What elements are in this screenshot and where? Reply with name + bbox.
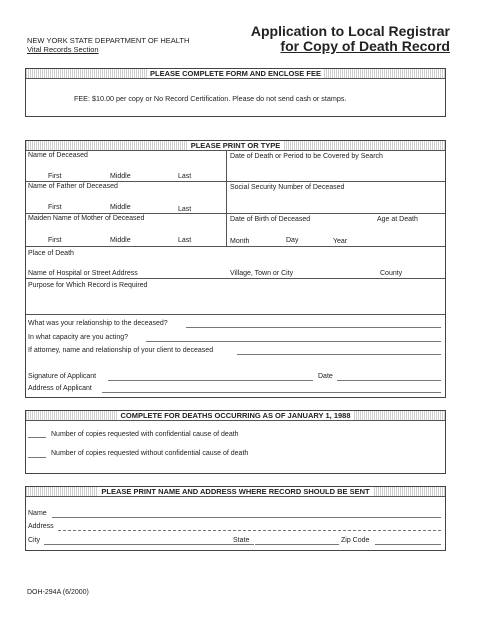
last-label: Last	[178, 206, 192, 213]
age-at-death-input[interactable]	[376, 225, 442, 245]
fee-heading-band	[26, 69, 445, 79]
place-of-death-input[interactable]	[28, 258, 442, 268]
date-of-death-label: Date of Death or Period to be Covered by Search	[230, 153, 383, 160]
place-of-death-label: Place of Death	[28, 250, 74, 257]
mail-city-label: City	[28, 537, 41, 544]
copies-without-cause-label: Number of copies requested without confidential cause of death	[51, 450, 249, 457]
maiden-name-mother-input[interactable]	[28, 224, 224, 235]
deaths-heading-band	[26, 411, 445, 421]
year-label: Year	[333, 238, 348, 245]
signature-label: Signature of Applicant	[28, 373, 97, 380]
form-number: DOH-294A (6/2000)	[27, 589, 89, 596]
attorney-input[interactable]	[237, 354, 441, 355]
print-heading-band	[26, 141, 445, 151]
mail-state-input[interactable]	[255, 544, 339, 545]
middle-label: Middle	[110, 173, 131, 180]
section-name: Vital Records Section	[27, 45, 99, 54]
deaths-heading: COMPLETE FOR DEATHS OCCURRING AS OF JANUARY 1, 1988	[117, 411, 353, 420]
title-line-1: Application to Local Registrar	[250, 23, 450, 39]
relationship-input[interactable]	[186, 327, 441, 328]
ssn-label: Social Security Number of Deceased	[230, 184, 345, 191]
mail-zip-label: Zip Code	[341, 537, 370, 544]
capacity-label: In what capacity are you acting?	[28, 334, 129, 341]
month-label: Month	[230, 238, 250, 245]
mail-name-label: Name	[28, 510, 47, 517]
print-section	[25, 140, 446, 398]
village-label: Village, Town or City	[230, 270, 294, 277]
mail-heading: PLEASE PRINT NAME AND ADDRESS WHERE RECORD SHOULD BE SENT	[98, 487, 372, 496]
mail-state-label: State	[233, 537, 250, 544]
first-label: First	[48, 237, 62, 244]
form-title	[251, 24, 450, 54]
agency-name: NEW YORK STATE DEPARTMENT OF HEALTH	[27, 36, 190, 45]
hospital-label: Name of Hospital or Street Address	[28, 270, 138, 277]
name-of-father-label: Name of Father of Deceased	[28, 183, 118, 190]
last-label: Last	[178, 237, 192, 244]
middle-label: Middle	[110, 237, 131, 244]
fee-heading: PLEASE COMPLETE FORM AND ENCLOSE FEE	[147, 69, 324, 78]
date-of-birth-input[interactable]	[230, 225, 370, 236]
last-label: Last	[178, 173, 192, 180]
address-of-applicant-label: Address of Applicant	[28, 385, 92, 392]
name-of-deceased-input[interactable]	[28, 161, 224, 171]
date-label: Date	[318, 373, 333, 380]
copies-with-cause-label: Number of copies requested with confidential cause of death	[51, 431, 239, 438]
date-input[interactable]	[337, 380, 441, 381]
first-label: First	[48, 204, 62, 211]
copies-with-cause-input[interactable]	[28, 437, 46, 438]
date-of-birth-label: Date of Birth of Deceased	[230, 216, 311, 223]
county-label: County	[380, 270, 403, 277]
age-at-death-label: Age at Death	[377, 216, 418, 223]
attorney-label: If attorney, name and relationship of your client to deceased	[28, 347, 214, 354]
mail-address-label: Address	[28, 523, 54, 530]
mail-heading-band	[26, 487, 445, 497]
day-label: Day	[286, 237, 299, 244]
name-of-father-input[interactable]	[28, 192, 224, 202]
capacity-input[interactable]	[146, 341, 441, 342]
deaths-section	[25, 410, 446, 474]
date-of-death-input[interactable]	[230, 163, 442, 179]
title-line-2: for Copy of Death Record	[280, 38, 450, 54]
signature-input[interactable]	[108, 380, 313, 381]
address-of-applicant-input[interactable]	[102, 392, 441, 393]
mail-city-input[interactable]	[44, 544, 254, 545]
first-label: First	[48, 173, 62, 180]
mail-section	[25, 486, 446, 551]
relationship-label: What was your relationship to the deceased?	[28, 320, 168, 327]
purpose-input[interactable]	[28, 291, 442, 311]
agency-header	[27, 36, 189, 54]
purpose-label: Purpose for Which Record is Required	[28, 282, 148, 289]
copies-without-cause-input[interactable]	[28, 457, 46, 458]
fee-text: FEE: $10.00 per copy or No Record Certification. Please do not send cash or stamps.	[74, 94, 347, 103]
fee-section	[25, 68, 446, 117]
middle-label: Middle	[110, 204, 131, 211]
mail-address-input[interactable]	[58, 530, 441, 531]
name-of-deceased-label: Name of Deceased	[28, 152, 88, 159]
ssn-input[interactable]	[230, 193, 442, 211]
mail-name-input[interactable]	[52, 517, 441, 518]
print-heading: PLEASE PRINT OR TYPE	[188, 141, 284, 150]
maiden-name-mother-label: Maiden Name of Mother of Deceased	[28, 215, 145, 222]
mail-zip-input[interactable]	[375, 544, 441, 545]
